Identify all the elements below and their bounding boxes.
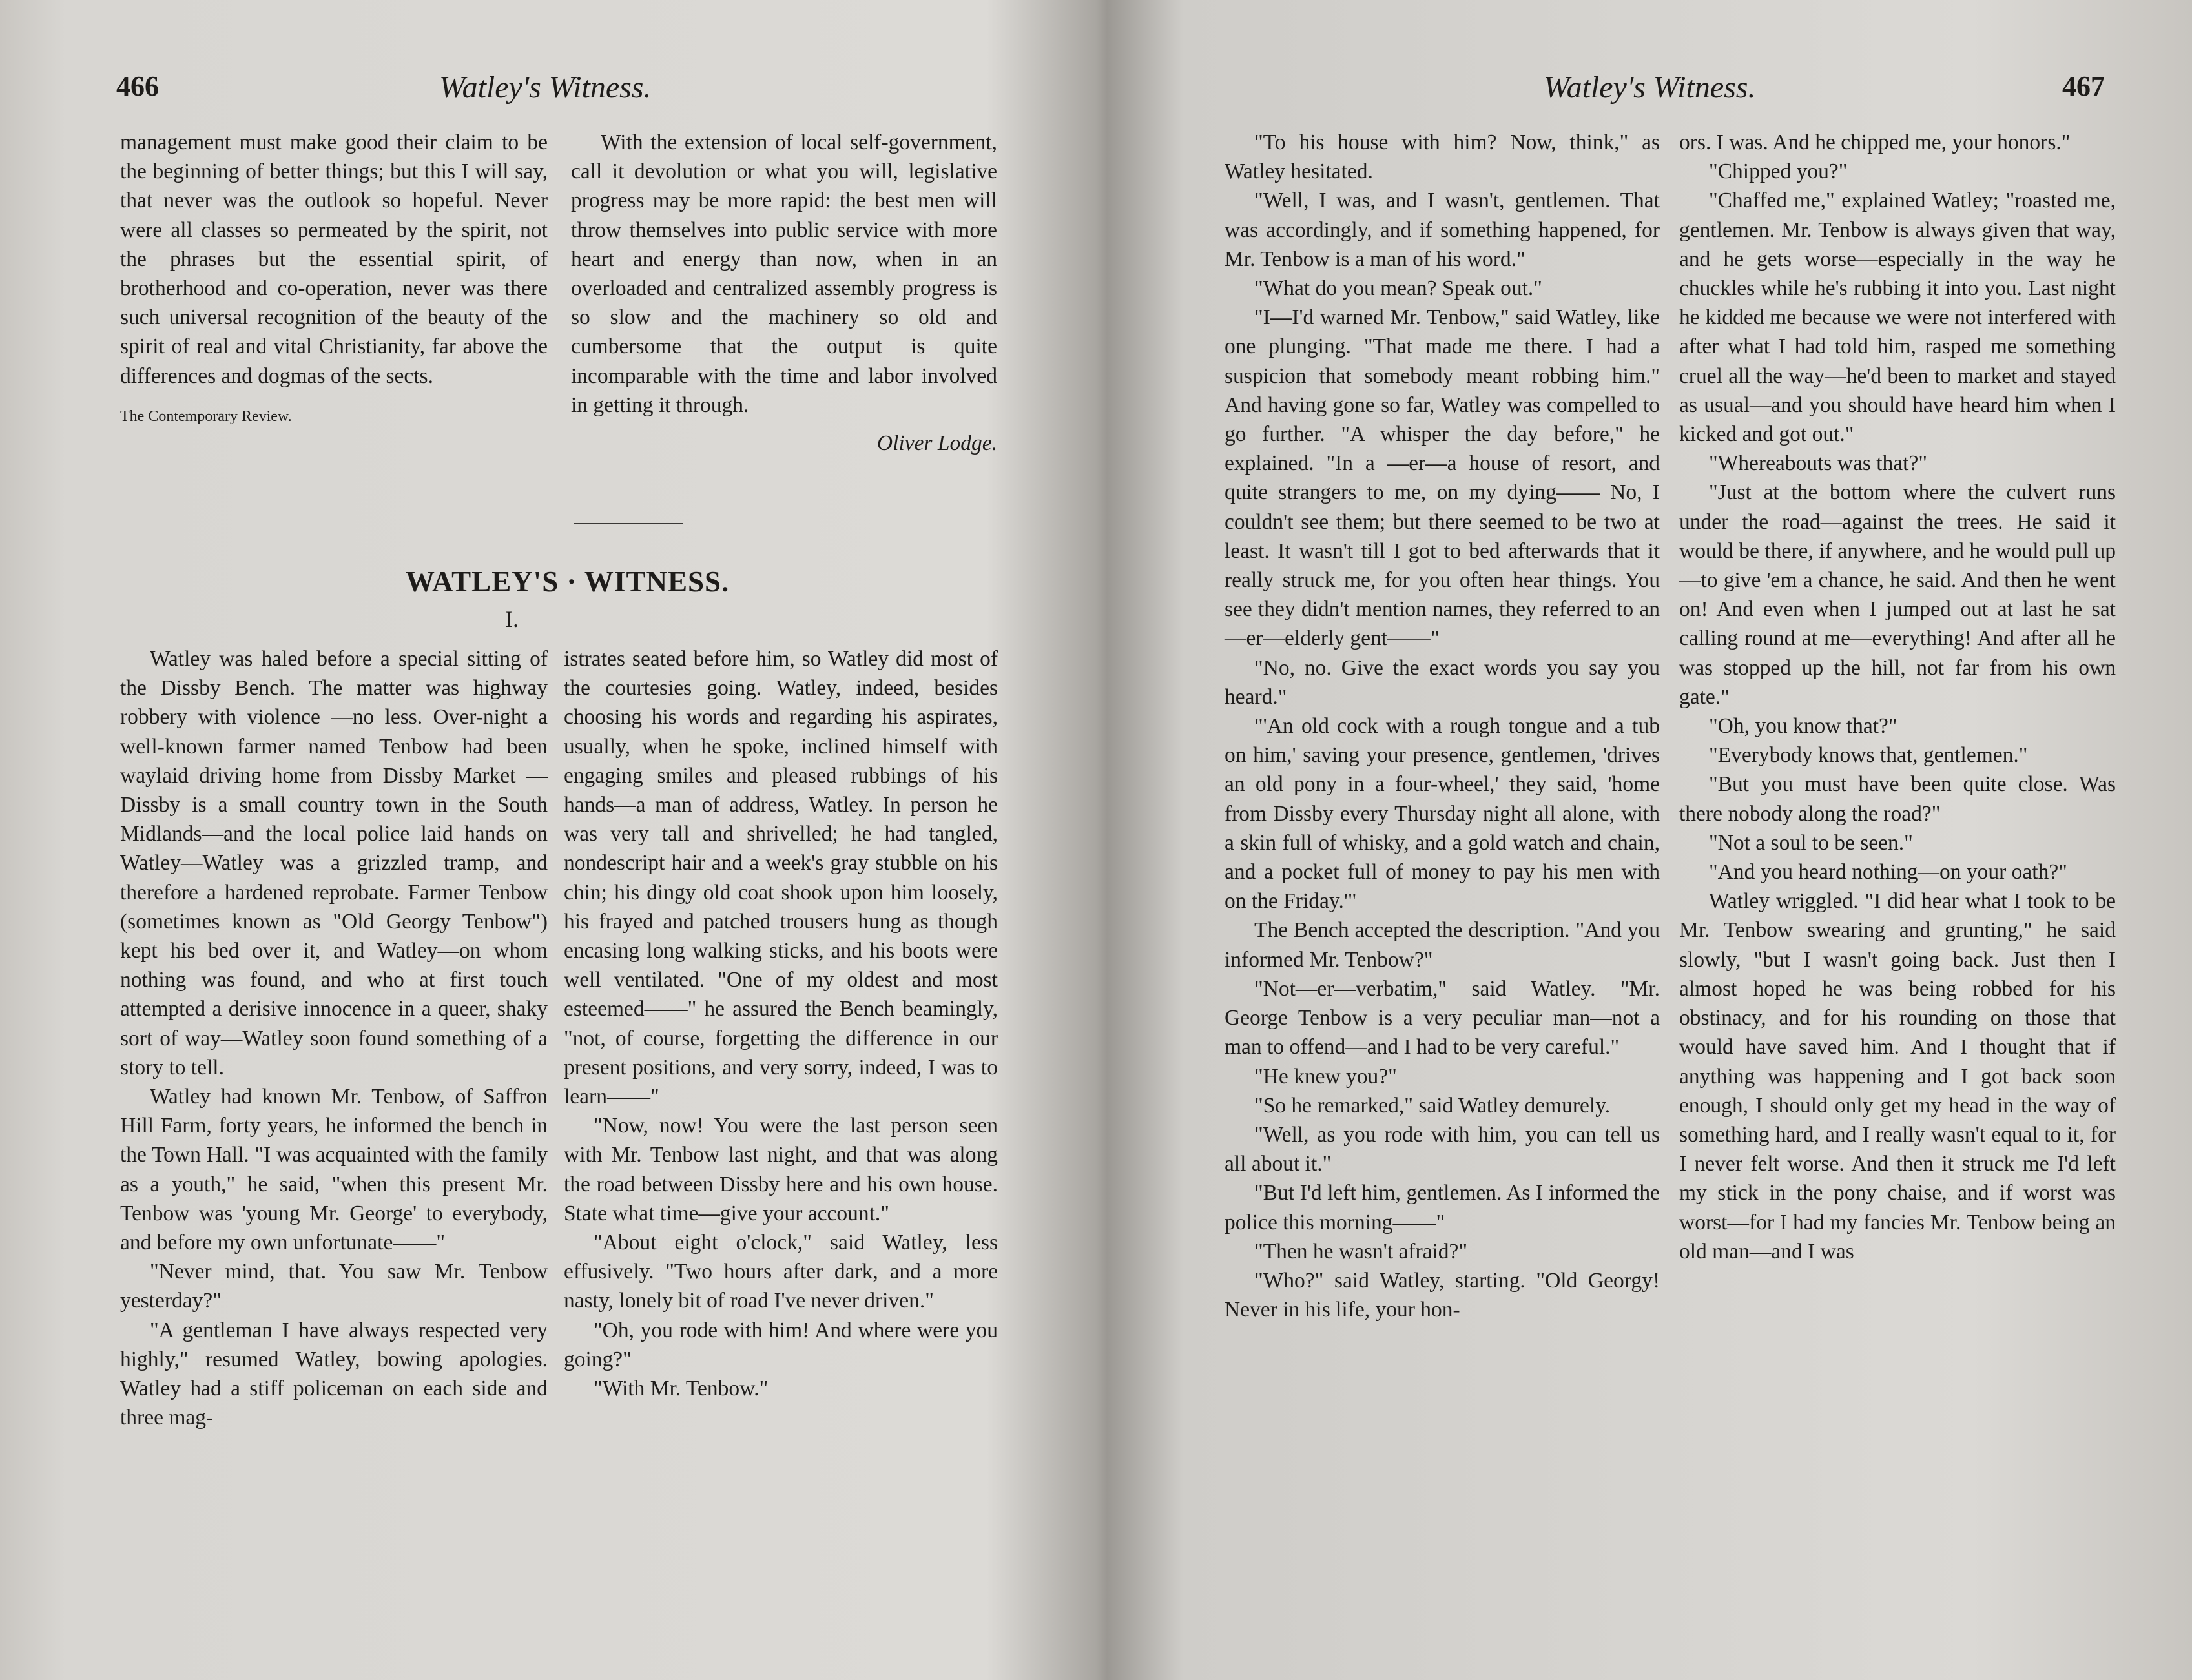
paragraph: "Who?" said Watley, starting. "Old Georgy! Never in his life, your hon- xyxy=(1225,1268,1660,1322)
signature: Oliver Lodge. xyxy=(876,431,997,456)
column-4 xyxy=(564,644,998,1403)
paragraph: "So he remarked," said Watley demurely. xyxy=(1254,1093,1611,1118)
paragraph: "Whereabouts was that?" xyxy=(1709,451,1928,476)
section-number: I. xyxy=(505,606,519,632)
column-1 xyxy=(1225,128,1660,1324)
paragraph: "Then he wasn't afraid?" xyxy=(1254,1239,1468,1264)
paragraph: "Not—er—verbatim," said Watley. "Mr. George Tenbow is a very peculiar man—not a man to offend—and I had to be very careful." xyxy=(1225,976,1660,1060)
paragraph: With the extension of local self-government, call it devolution or what you will, legislative progress may be more rapid: the best men will throw themselves into public service with more heart and energy than now, when in an overloaded and centralized assembly progress is so slow and the machinery so old and cumbersome that the output is quite incomparable with the time and labor involved in getting it through. xyxy=(571,130,997,417)
column-1 xyxy=(120,128,548,431)
paragraph: "But I'd left him, gentlemen. As I informed the police this morning——" xyxy=(1225,1181,1660,1234)
paragraph: "Just at the bottom where the culvert runs under the road—against the trees. He said it would be there, if anywhere, and he would pull up—to give 'em a chance, he said. And then he went on! And even when I jumped out at last he sat calling round at me—everything! And after all he was stopped up the hill, not far from his own gate." xyxy=(1679,480,2116,709)
paragraph: "Never mind, that. You saw Mr. Tenbow yesterday?" xyxy=(120,1260,548,1313)
paragraph: management must make good their claim to be the beginning of better things; but this I will say, that never was the outlook so hopeful. Never were all classes so permeated by the spirit, not the phrases but the essential spirit, of brotherhood and co-operation, never was there such universal recognition of the beauty of the spirit of real and vital Christianity, far above the differences and dogmas of the sects. xyxy=(120,130,548,388)
paragraph: "With Mr. Tenbow." xyxy=(594,1377,769,1401)
paragraph: "What do you mean? Speak out." xyxy=(1254,276,1542,301)
paragraph: "Chaffed me," explained Watley; "roasted me, gentlemen. Mr. Tenbow is always given that way, and he gets worse—especially in the way he chuckles while he's rubbing it into you. Last night he kidded me because we were not interfered with after what I had told him, rasped me something cruel all the way—he'd been to market and stayed as usual—and you should have heard him when I kicked and got out." xyxy=(1679,189,2116,447)
paragraph: "Oh, you know that?" xyxy=(1709,714,1897,739)
paragraph: "But you must have been quite close. Was there nobody along the road?" xyxy=(1679,772,2116,826)
running-head: Watley's Witness. xyxy=(439,70,652,105)
paragraph: "Everybody knows that, gentlemen." xyxy=(1709,743,2028,768)
section-divider xyxy=(574,523,683,524)
source-credit: The Contemporary Review. xyxy=(120,407,292,425)
running-head: Watley's Witness. xyxy=(1544,70,1756,105)
column-2 xyxy=(571,128,997,458)
column-2 xyxy=(1679,128,2116,1266)
paragraph: "Oh, you rode with him! And where were you going?" xyxy=(564,1318,998,1371)
page-number: 466 xyxy=(116,70,159,102)
paragraph: "Chipped you?" xyxy=(1709,159,1848,184)
paragraph: "A gentleman I have always respected very highly," resumed Watley, bowing apologies. Watley had a stiff policeman on each side and three mag- xyxy=(120,1318,548,1430)
paragraph: The Bench accepted the description. "And you informed Mr. Tenbow?" xyxy=(1225,918,1660,972)
paragraph: "'An old cock with a rough tongue and a tub on him,' saving your presence, gentlemen, 'drives an old pony in a four-wheel,' they said, 'home from Dissby every Thursday night all alone, with a skin full of whisky, and a gold watch and chain, and a pocket full of money to pay his men with on the Friday.'" xyxy=(1225,714,1660,914)
article-title: WATLEY'S · WITNESS. xyxy=(406,566,730,598)
paragraph: "He knew you?" xyxy=(1254,1064,1397,1089)
paragraph: "About eight o'clock," said Watley, less effusively. "Two hours after dark, and a more nasty, lonely bit of road I've never driven." xyxy=(564,1231,998,1313)
paragraph: istrates seated before him, so Watley did most of the courtesies going. Watley, indeed, besides choosing his words and regarding his aspirates, usually, when he spoke, inclined himself with engaging smiles and pleased rubbings of his hands—a man of address, Watley. In person he was very tall and shrivelled; he had tangled, nondescript hair and a week's gray stubble on his chin; his dingy old coat shook upon him loosely, his frayed and patched trousers hung as though encasing long walking sticks, and his boots were well ventilated. "One of my oldest and most esteemed——" he assured the Bench beamingly, "not, of course, forgetting the difference in our present positions, and very sorry, indeed, I was to learn——" xyxy=(564,647,998,1109)
page-number: 467 xyxy=(2062,70,2105,102)
paragraph: "No, no. Give the exact words you say you heard." xyxy=(1225,655,1660,709)
paragraph: Watley wriggled. "I did hear what I took to be Mr. Tenbow swearing and grunting," he said slowly, "but I wasn't going back. Just then I almost hoped he was being robbed for his obstinacy, and for his rounding on those that would have saved him. And I thought that if anything was happening and I got back soon enough, I should only get my head in the way of something hard, and I really wasn't equal to it, for I never felt worse. And then it struck me I'd left my stick in the pony chaise, and if worst was worst—for I had my fancies Mr. Tenbow being an old man—and I was xyxy=(1679,889,2116,1264)
paragraph: ors. I was. And he chipped me, your honors." xyxy=(1679,130,2071,154)
paragraph: Watley had known Mr. Tenbow, of Saffron Hill Farm, forty years, he informed the bench in the Town Hall. "I was acquainted with the family as a youth," he said, "when this present Mr. Tenbow was 'young Mr. George' to everybody, and before my own unfortunate——" xyxy=(120,1085,548,1255)
paragraph: "Not a soul to be seen." xyxy=(1709,830,1913,855)
paragraph: "To his house with him? Now, think," as Watley hesitated. xyxy=(1225,130,1660,184)
column-3 xyxy=(120,644,548,1432)
paragraph: Watley was haled before a special sitting of the Dissby Bench. The matter was highway robbery with violence —no less. Over-night a well-known farmer named Tenbow had been waylaid driving home from Dissby Market —Dissby is a small country town in the South Midlands—and the local police laid hands on Watley—Watley was a grizzled tramp, and therefore a hardened reprobate. Farmer Tenbow (sometimes known as "Old Georgy Tenbow") kept his bed over it, and Watley—on whom nothing was found, and who at first touch attempted a derisive innocence in a queer, shaky sort of way—Watley soon found something of a story to tell. xyxy=(120,647,548,1080)
paragraph: "And you heard nothing—on your oath?" xyxy=(1709,860,2067,885)
paragraph: "Well, I was, and I wasn't, gentlemen. That was accordingly, and if something happened, for Mr. Tenbow is a man of his word." xyxy=(1225,189,1660,271)
paragraph: "Now, now! You were the last person seen with Mr. Tenbow last night, and that was along the road between Dissby here and his own house. State what time—give your account." xyxy=(564,1114,998,1225)
paragraph: "Well, as you rode with him, you can tell us all about it." xyxy=(1225,1122,1660,1176)
paragraph: "I—I'd warned Mr. Tenbow," said Watley, like one plunging. "That made me there. I had a suspicion that somebody meant robbing him." And having gone so far, Watley was compelled to go further. "A whisper the day before," he explained. "In a —er—a house of resort, and quite strangers to me, on my dying—— No, I couldn't see them; but there seemed to be two at least. It wasn't till I got to bed afterwards that it really struck me, for you often hear things. You see they didn't mention names, they referred to an—er—elderly gent——" xyxy=(1225,305,1660,651)
right-page xyxy=(1098,0,2192,1680)
